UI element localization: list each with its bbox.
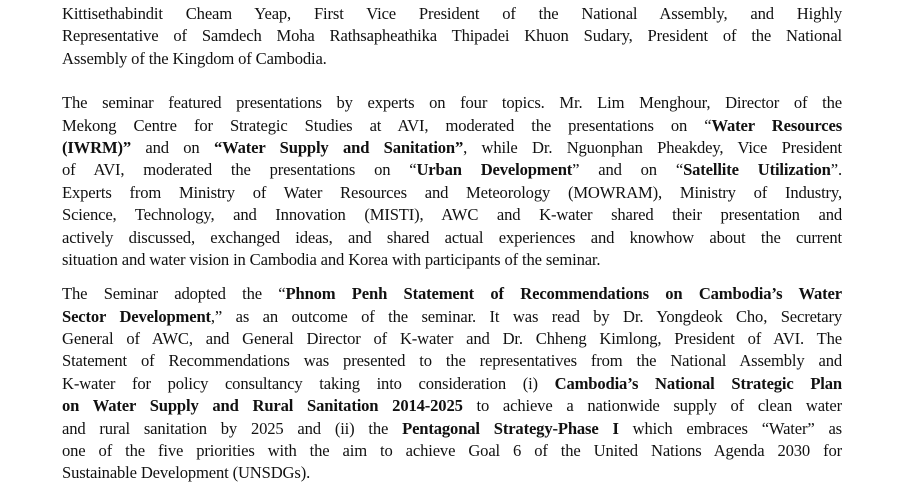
text: Science, Technology, and Innovation (MISTI), AWC and K-water shared their presentation and xyxy=(62,205,842,225)
text: K-water for policy consultancy taking into consideration (i) xyxy=(62,373,555,393)
text: of AVI, moderated the presentations on “ xyxy=(62,160,417,180)
bold-text: Satellite Utilization xyxy=(683,160,831,180)
text: and rural sanitation by 2025 and (ii) the xyxy=(62,418,403,438)
bold-text: Cambodia’s National Strategic Plan xyxy=(554,373,842,393)
text: The Seminar adopted the “ xyxy=(62,284,286,304)
text-line xyxy=(62,249,842,271)
paragraph xyxy=(62,283,842,485)
paragraph xyxy=(62,3,842,70)
text: ”. xyxy=(830,160,842,180)
bold-text: Sector Development xyxy=(62,306,211,326)
text-line xyxy=(62,328,842,350)
text-line xyxy=(62,395,842,417)
bold-text: Pentagonal Strategy-Phase I xyxy=(402,418,619,438)
text-line xyxy=(62,25,842,47)
text: situation and water vision in Cambodia and Korea with participants of the seminar. xyxy=(62,249,601,269)
text-line xyxy=(62,159,842,181)
text: Kittisethabindit Cheam Yeap, First Vice President of the National Assembly, and Highly xyxy=(62,4,842,23)
bold-text: on Water Supply and Rural Sanitation 2014-2025 xyxy=(62,396,463,416)
text: Statement of Recommendations was presented to the representatives from the National Assembly and xyxy=(62,351,842,371)
text-line xyxy=(62,137,842,159)
text-line xyxy=(62,115,842,137)
text-line xyxy=(62,306,842,328)
text-line xyxy=(62,48,842,70)
bold-text: Phnom Penh Statement of Recommendations on Cambodia’s Water xyxy=(285,284,842,304)
text-line xyxy=(62,440,842,462)
text: which embraces “Water” as xyxy=(618,418,842,438)
text: Mekong Centre for Strategic Studies at AVI, moderated the presentations on “ xyxy=(62,115,712,135)
text: and on xyxy=(131,137,214,157)
text: Experts from Ministry of Water Resources and Meteorology (MOWRAM), Ministry of Industry, xyxy=(62,182,842,202)
text: actively discussed, exchanged ideas, and shared actual experiences and knowhow about the current xyxy=(62,227,842,247)
bold-text: Urban Development xyxy=(416,160,573,180)
text: Assembly of the Kingdom of Cambodia. xyxy=(62,48,327,68)
text: ,” as an outcome of the seminar. It was read by Dr. Yongdeok Cho, Secretary xyxy=(210,306,842,326)
text-line xyxy=(62,418,842,440)
text: Representative of Samdech Moha Rathsapheathika Thipadei Khuon Sudary, President of the National xyxy=(62,26,842,46)
paragraph xyxy=(62,92,842,271)
text: to achieve a nationwide supply of clean water xyxy=(462,396,842,416)
text: Sustainable Development (UNSDGs). xyxy=(62,463,311,483)
text-line xyxy=(62,373,842,395)
bold-text: (IWRM)” xyxy=(62,137,131,157)
text-line xyxy=(62,227,842,249)
text-line xyxy=(62,350,842,372)
bold-text: “Water Supply and Sanitation” xyxy=(213,137,464,157)
text: one of the five priorities with the aim to achieve Goal 6 of the United Nations Agenda 2030 for xyxy=(62,441,842,461)
text: The seminar featured presentations by experts on four topics. Mr. Lim Menghour, Director of the xyxy=(62,93,842,113)
document-body xyxy=(62,3,842,485)
text-line xyxy=(62,92,842,114)
text-line xyxy=(62,3,842,25)
text: ” and on “ xyxy=(572,160,684,180)
text-line xyxy=(62,283,842,305)
text-line xyxy=(62,462,842,484)
bold-text: Water Resources xyxy=(711,115,843,135)
text-line xyxy=(62,204,842,226)
text-line xyxy=(62,182,842,204)
text: , while Dr. Nguonphan Pheakdey, Vice President xyxy=(463,137,842,157)
text: General of AWC, and General Director of K-water and Dr. Chheng Kimlong, President of AVI. The xyxy=(62,329,842,349)
